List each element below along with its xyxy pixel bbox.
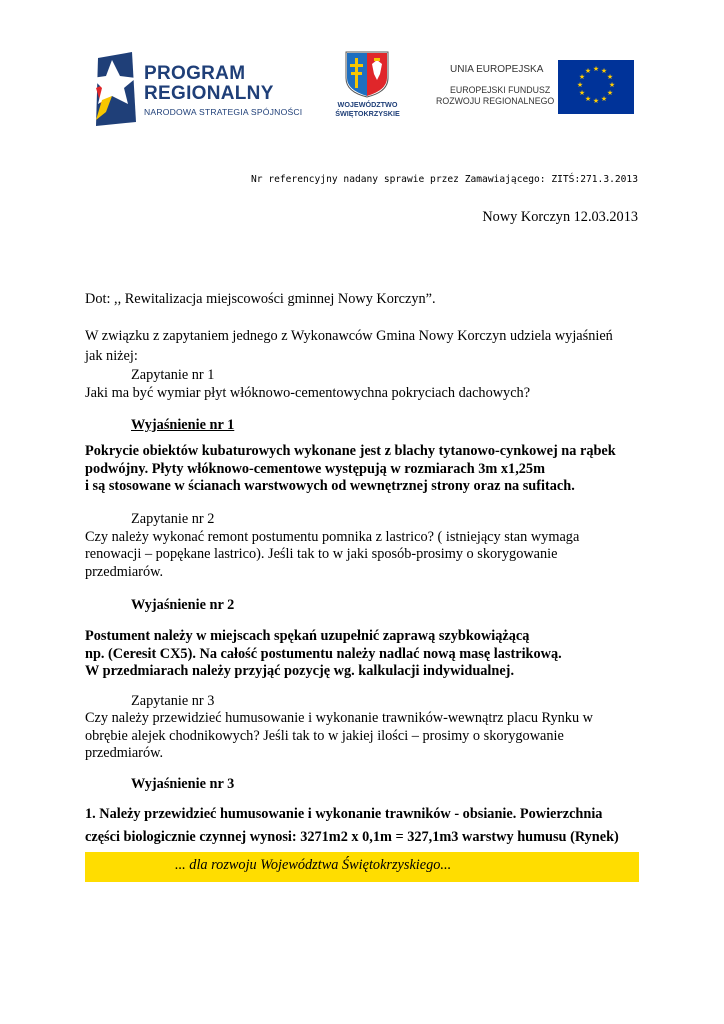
- svg-text:★: ★: [600, 95, 608, 103]
- answer-1-line-3: i są stosowane w ścianach warstwowych od wewnętrznej strony oraz na sufitach.: [85, 478, 575, 494]
- program-regionalny-logo: [92, 50, 317, 130]
- wojewodztwo-logo: [330, 50, 405, 125]
- answer-3-label: Wyjaśnienie nr 3: [131, 776, 235, 792]
- program-subtitle: NARODOWA STRATEGIA SPÓJNOŚCI: [144, 107, 303, 117]
- eu-flag-icon: [558, 60, 634, 114]
- question-1-label: Zapytanie nr 1: [131, 367, 215, 383]
- svg-text:★: ★: [606, 73, 614, 81]
- svg-text:★: ★: [606, 89, 614, 97]
- question-3-line-1: Czy należy przewidzieć humusowanie i wykonanie trawników-wewnątrz placu Rynku w: [85, 710, 593, 726]
- answer-1-line-2: podwójny. Płyty włóknowo-cementowe występują w rozmiarach 3m x1,25m: [85, 461, 545, 477]
- question-1-text: Jaki ma być wymiar płyt włóknowo-cementowychna pokryciach dachowych?: [85, 385, 531, 401]
- question-3-line-3: przedmiarów.: [85, 745, 164, 761]
- question-2-label: Zapytanie nr 2: [131, 511, 215, 527]
- answer-3-line-1: 1. Należy przewidzieć humusowanie i wykonanie trawników - obsianie. Powierzchnia: [85, 806, 603, 822]
- answer-2-line-1: Postument należy w miejscach spękań uzupełnić zaprawą szybkowiążącą: [85, 628, 530, 644]
- svg-text:★: ★: [600, 67, 608, 75]
- document-date: Nowy Korczyn 12.03.2013: [482, 209, 638, 225]
- svg-text:★: ★: [592, 97, 600, 105]
- svg-text:★: ★: [584, 67, 592, 75]
- reference-number: Nr referencyjny nadany sprawie przez Zamawiającego: ZITŚ:271.3.2013: [251, 174, 638, 185]
- program-title-line-2: REGIONALNY: [144, 83, 274, 104]
- svg-text:★: ★: [576, 81, 584, 89]
- intro-line-1: W związku z zapytaniem jednego z Wykonawców Gmina Nowy Korczyn udziela wyjaśnień: [85, 328, 613, 344]
- eu-fund-line-1: EUROPEJSKI FUNDUSZ: [450, 85, 551, 95]
- program-regionalny-emblem-icon: [92, 50, 140, 130]
- answer-3-line-2: części biologicznie czynnej wynosi: 3271m2 x 0,1m = 327,1m3 warstwy humusu (Rynek): [85, 829, 619, 845]
- svg-text:★: ★: [578, 73, 586, 81]
- svg-text:★: ★: [592, 65, 600, 73]
- coat-of-arms-icon: [344, 50, 390, 98]
- footer-bar: [85, 852, 639, 882]
- svg-text:★: ★: [584, 95, 592, 103]
- footer-slogan: ... dla rozwoju Województwa Świętokrzyskiego...: [175, 857, 452, 873]
- answer-2-line-2: np. (Ceresit CX5). Na całość postumentu należy nadlać nową masę lastrikową.: [85, 646, 562, 662]
- answer-1-line-1: Pokrycie obiektów kubaturowych wykonane jest z blachy tytanowo-cynkowej na rąbek: [85, 443, 616, 459]
- svg-text:★: ★: [608, 81, 616, 89]
- woj-line-1: WOJEWÓDZTWO: [337, 100, 398, 109]
- subject-line: Dot: ,, Rewitalizacja miejscowości gminnej Nowy Korczyn”.: [85, 291, 436, 307]
- eu-title: UNIA EUROPEJSKA: [450, 64, 544, 75]
- question-2-line-1: Czy należy wykonać remont postumentu pomnika z lastrico? ( istniejący stan wymaga: [85, 529, 580, 545]
- woj-line-2: ŚWIĘTOKRZYSKIE: [335, 109, 400, 118]
- intro-line-2: jak niżej:: [85, 348, 138, 364]
- question-2-line-3: przedmiarów.: [85, 564, 164, 580]
- eu-fund-line-2: ROZWOJU REGIONALNEGO: [436, 96, 555, 106]
- answer-1-label: Wyjaśnienie nr 1: [131, 417, 235, 433]
- question-3-line-2: obrębie alejek chodnikowych? Jeśli tak to w jakiej ilości – prosimy o skorygowanie: [85, 728, 564, 744]
- program-title-line-1: PROGRAM: [144, 63, 246, 84]
- answer-2-label: Wyjaśnienie nr 2: [131, 597, 235, 613]
- question-2-line-2: renowacji – popękane lastrico). Jeśli tak to w jaki sposób-prosimy o skorygowanie: [85, 546, 558, 562]
- svg-text:★: ★: [578, 89, 586, 97]
- answer-2-line-3: W przedmiarach należy przyjąć pozycję wg. kalkulacji indywidualnej.: [85, 663, 515, 679]
- question-3-label: Zapytanie nr 3: [131, 693, 215, 709]
- eu-logo-block: [428, 58, 638, 118]
